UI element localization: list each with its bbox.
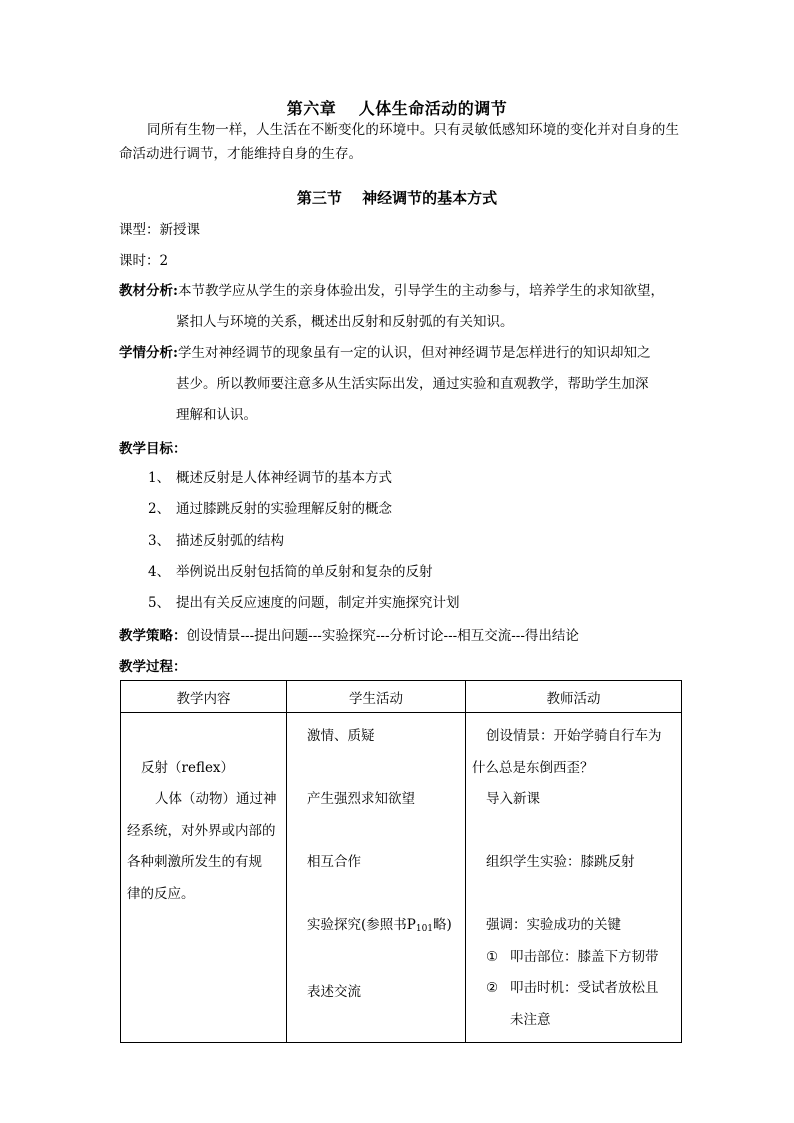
objective-item: 4、 举例说出反射包括简的单反射和复杂的反射 xyxy=(148,563,433,580)
student-activity-2: 产生强烈求知欲望 xyxy=(307,791,415,807)
chapter-intro: 同所有生物一样，人生活在不断变化的环境中。只有灵敏低感知环境的变化并对自身的生命活动进行调节，才能维持自身的生存。 xyxy=(119,122,679,162)
process-label: 教学过程： xyxy=(119,659,187,675)
objective-item: 3、 描述反射弧的结构 xyxy=(148,532,284,549)
strategy-label: 教学策略： xyxy=(119,628,187,644)
key-point-1: ① 叩击部位：膝盖下方韧带 xyxy=(486,948,659,965)
teacher-activity-1: 创设情景：开始学骑自行车为 xyxy=(486,728,662,744)
key-point-2: ② 叩击时机：受试者放松且 xyxy=(486,980,659,996)
student-activity-4: 实验探究(参照书$P_{101}$略) xyxy=(307,917,452,934)
student-analysis xyxy=(119,338,679,431)
table-row xyxy=(121,713,682,1043)
textbook-analysis-line2: 紧扣人与环境的关系，概述出反射和反射弧的有关知识。 xyxy=(176,314,514,330)
student-activity-5: 表述交流 xyxy=(307,984,361,1000)
reflex-def-line3: 各种刺激所发生的有规 xyxy=(127,854,262,870)
student-analysis-label: 学情分析: xyxy=(119,345,178,361)
objective-item: 5、 提出有关反应速度的问题，制定并实施探究计划 xyxy=(148,595,460,612)
textbook-analysis-label: 教材分析: xyxy=(119,283,178,299)
student-analysis-line2: 甚少。所以教师要注意多从生活实际出发，通过实验和直观教学，帮助学生加深 xyxy=(176,376,649,392)
reflex-term: 反射（reflex） xyxy=(141,759,235,776)
teacher-activity-1-cont: 什么总是东倒西歪？ xyxy=(472,759,594,776)
reflex-def-line4: 律的反应。 xyxy=(127,885,195,902)
teaching-strategy xyxy=(119,624,579,644)
teacher-activity-2: 导入新课 xyxy=(486,791,540,807)
course-hours: 课时：2 xyxy=(119,253,169,269)
chapter-title: 第六章 人体生命活动的调节 xyxy=(286,99,508,118)
student-activity-1: 激情、质疑 xyxy=(307,728,375,744)
content-cell xyxy=(121,713,287,1043)
section-title: 第三节 神经调节的基本方式 xyxy=(296,189,498,207)
teacher-activity-3: 组织学生实验：膝跳反射 xyxy=(486,854,635,870)
teacher-activity-4: 强调：实验成功的关键 xyxy=(486,917,621,933)
course-type: 课型：新授课 xyxy=(119,222,200,238)
student-analysis-line3: 理解和认识。 xyxy=(176,407,257,423)
header-content: 教学内容 xyxy=(121,681,287,713)
reflex-def-line1: 人体（动物）通过神 xyxy=(155,791,277,807)
header-student: 学生活动 xyxy=(287,681,466,713)
reflex-def-line2: 经系统，对外界或内部的 xyxy=(127,822,276,839)
key-point-2-cont: 未注意 xyxy=(510,1011,551,1028)
process-table xyxy=(120,680,682,1043)
textbook-analysis xyxy=(119,276,679,338)
student-analysis-line1: 学生对神经调节的现象虽有一定的认识，但对神经调节是怎样进行的知识却知之 xyxy=(177,345,651,361)
student-cell xyxy=(287,713,466,1043)
teacher-cell xyxy=(466,713,682,1043)
student-activity-3: 相互合作 xyxy=(307,854,361,870)
objective-item: 2、 通过膝跳反射的实验理解反射的概念 xyxy=(148,501,392,518)
objectives-label: 教学目标： xyxy=(119,441,187,457)
strategy-text: 创设情景---提出问题---实验探究---分析讨论---相互交流---得出结论 xyxy=(186,628,579,644)
table-header-row xyxy=(121,681,682,713)
objectives-list xyxy=(148,466,460,622)
objective-item: 1、 概述反射是人体神经调节的基本方式 xyxy=(148,470,392,486)
header-teacher: 教师活动 xyxy=(466,681,682,713)
textbook-analysis-line1: 本节教学应从学生的亲身体验出发，引导学生的主动参与，培养学生的求知欲望， xyxy=(177,283,664,299)
